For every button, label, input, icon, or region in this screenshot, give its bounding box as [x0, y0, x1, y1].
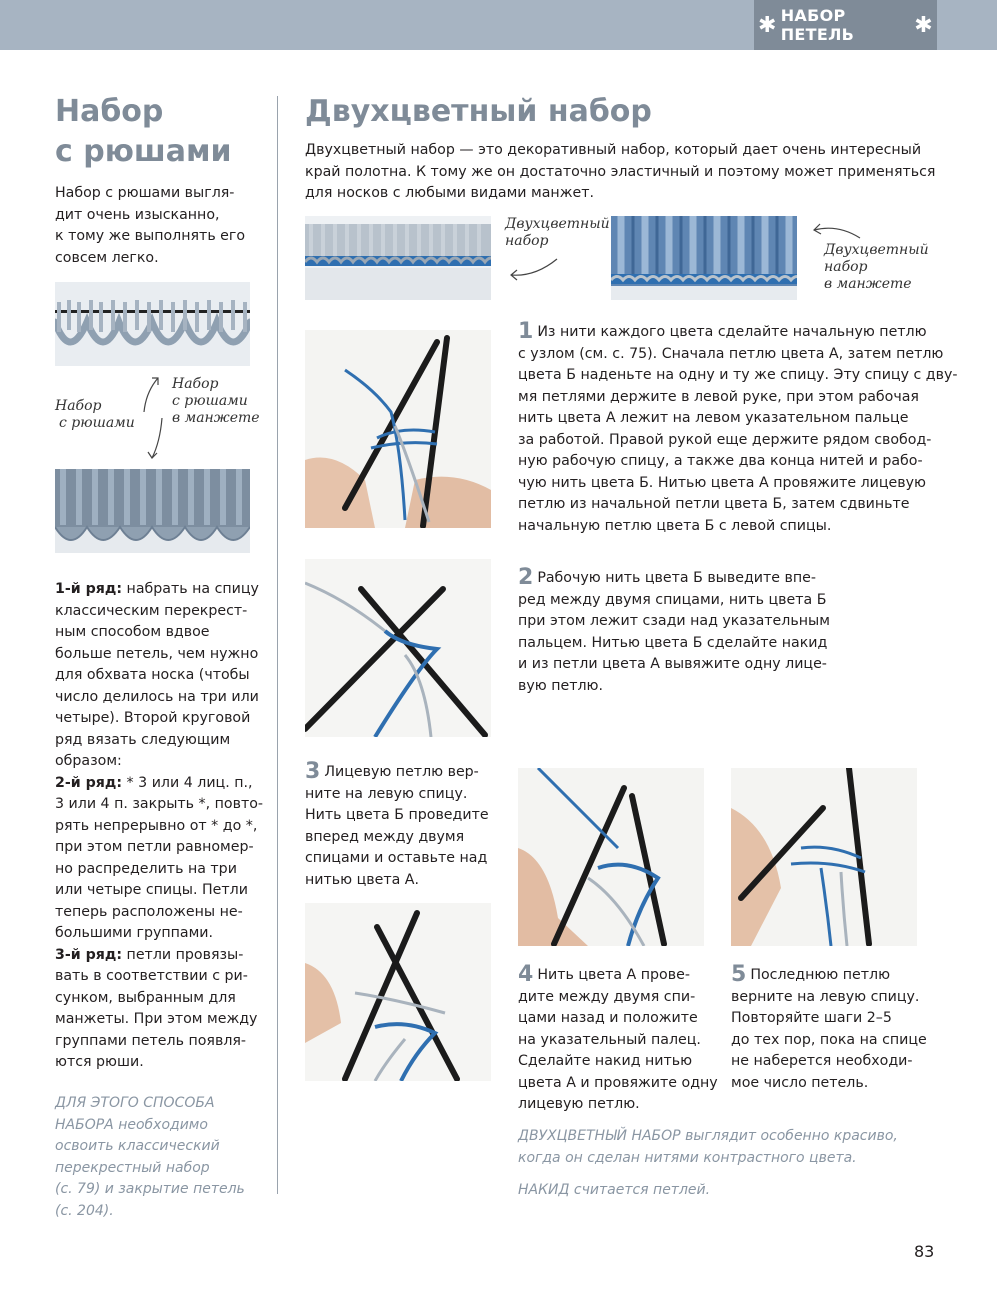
- photo-two-color-edge: [305, 216, 491, 300]
- left-intro: Набор с рюшами выгля- дит очень изысканно, к тому же выполнять его совсем легко.: [55, 185, 246, 266]
- photo-ruffle-edge: [55, 282, 250, 366]
- caption-two-color: Двухцветный набор: [505, 216, 610, 249]
- step-4-text: 4 Нить цвета А прове- дите между двумя спи- цами назад и положите на указательный палец. Сделайте накид нитью цвета А и провяжите одну лицевую петлю.: [518, 962, 718, 1112]
- left-rows-text: 1-й ряд: набрать на спицу классическим перекрест- ным способом вдвое больше петель, чем нужно для обхвата носка (чтобы число делилось на три или четыре). Второй круговой ряд вязать следующим образом: 2-й ряд: * 3 или 4 лиц. п., 3 или 4 п. закрыть *, повто- рять непрерывно от * до *, при этом петли равномер- но распределить на три или четыре спицы. Петли теперь расположены не- большими группами. 3-й ряд: петли провязы- вать в соответствии с ри- сунком, выбранным для манжеты. При этом между группами петель появля- ются рюши.: [55, 581, 264, 1070]
- photo-two-color-cuff: [611, 216, 797, 300]
- section-tab: [754, 0, 937, 50]
- caption-ruffle: Набор с рюшами: [55, 398, 135, 431]
- photo-step-1: [305, 330, 491, 528]
- step-number: 1: [518, 319, 534, 344]
- left-title: Набор с рюшами: [55, 94, 232, 169]
- step-number: 4: [518, 962, 534, 987]
- right-note-2: НАКИД считается петлей.: [518, 1182, 711, 1198]
- photo-step-3: [305, 903, 491, 1081]
- left-note: ДЛЯ ЭТОГО СПОСОБА НАБОРА необходимо освоить классический перекрестный набор (с. 79) и закрытие петель (с. 204).: [55, 1095, 245, 1219]
- photo-step-2: [305, 559, 491, 737]
- photo-step-4: [518, 768, 704, 946]
- right-title: Двухцветный набор: [305, 94, 652, 129]
- step-1-text: 1 Из нити каждого цвета сделайте начальную петлю с узлом (см. с. 75). Сначала петлю цвета А, затем петлю цвета Б наденьте на одну и ту же спицу. Эту спицу с дву- мя петлями держите в левой руке, при этом рабочая нить цвета А лежит на левом указательном пальце за работой. Правой рукой еще держите рядом свобод- ную рабочую спицу, а также два конца нитей и рабо- чую нить цвета Б. Нитью цвета А провяжите лицевую петлю из начальной петли цвета Б, затем сдвиньте начальную петлю цвета Б с левой спицы.: [518, 319, 958, 534]
- right-intro: Двухцветный набор — это декоративный набор, который дает очень интересный край полотна. К тому же он достаточно эластичный и поэтому может применяться для носков с любыми видами манжет.: [305, 142, 936, 201]
- step-number: 2: [518, 565, 534, 590]
- step-2-text: 2 Рабочую нить цвета Б выведите впе- ред между двумя спицами, нить цвета Б при этом лежит сзади над указательным пальцем. Нитью цвета Б сделайте накид и из петли цвета А вывяжите одну лице- вую петлю.: [518, 565, 830, 694]
- step-5-text: 5 Последнюю петлю верните на левую спицу. Повторяйте шаги 2–5 до тех пор, пока на спице не наберется необходи- мое число петель.: [731, 962, 927, 1091]
- asterisk-icon: ✱: [914, 12, 933, 38]
- arrows-icon: [138, 372, 172, 464]
- caption-ruffle-cuff: Набор с рюшами в манжете: [172, 376, 260, 426]
- section-label: НАБОР ПЕТЕЛЬ: [780, 6, 855, 44]
- step-number: 5: [731, 962, 747, 987]
- column-divider: [277, 96, 278, 1194]
- caption-two-color-cuff: Двухцветный набор в манжете: [824, 242, 929, 292]
- asterisk-icon: ✱: [758, 12, 777, 38]
- arrow-left-icon: [808, 220, 864, 244]
- step-3-text: 3 Лицевую петлю вер- ните на левую спицу. Нить цвета Б проведите вперед между двумя спицами и оставьте над нитью цвета А.: [305, 759, 489, 888]
- arrow-left-icon: [505, 255, 561, 283]
- page-number: 83: [914, 1242, 935, 1261]
- photo-ruffle-cuff: [55, 469, 250, 553]
- photo-step-5: [731, 768, 917, 946]
- right-note-1: ДВУХЦВЕТНЫЙ НАБОР выглядит особенно красиво, когда он сделан нитями контрастного цвета.: [518, 1128, 898, 1166]
- step-number: 3: [305, 759, 321, 784]
